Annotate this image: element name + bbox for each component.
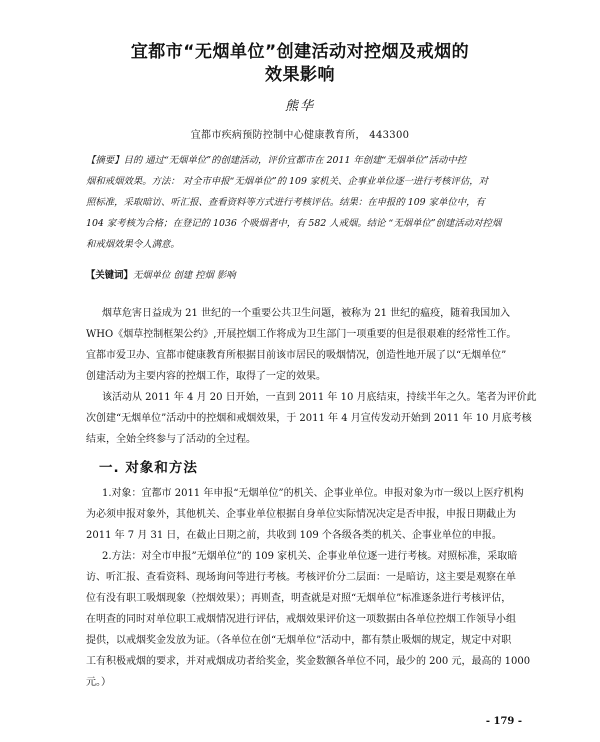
body-line: 该活动从 2011 年 4 月 20 日开始，一直到 2011 年 10 月底结束，持续半年之久。笔者为评价此	[102, 392, 537, 403]
author-name: 熊华	[284, 99, 315, 114]
body-line: 位有没有职工吸烟现象（控烟效果）；再则查，明查就是对照“无烟单位”标准逐条进行考核评估，	[86, 593, 512, 604]
author-affiliation: 宜都市疾病预防控制中心健康教育所， 443300	[190, 130, 410, 141]
abstract-line: 和戒烟效果令人满意。	[86, 239, 180, 250]
abstract-line: 照标准，采取暗访、听汇报、查看资料等方式进行考核评估。结果：在申报的 109 家单位中，有	[86, 197, 485, 208]
abstract-line: 【摘要】目的 通过“无烟单位”的创建活动，评价宜都市在 2011 年创建“无烟单位”活动中控	[86, 155, 467, 166]
page-number: - 179 -	[485, 716, 522, 727]
body-line: 1.对象：宜都市 2011 年申报“无烟单位”的机关、企事业单位。申报对象为市一级以上医疗机构	[102, 488, 524, 499]
body-line: 提供，以戒烟奖金发放为证。（各单位在创“无烟单位”活动中，都有禁止吸烟的规定，规定中对职	[86, 635, 512, 646]
keywords	[86, 267, 236, 281]
body-line: 2.方法：对全市申报”无烟单位”的 109 家机关、企事业单位逐一进行考核。对照标准，采取暗	[102, 551, 518, 562]
keywords-label: 【关键词】	[86, 270, 133, 281]
body-line: 结束，全始全终参与了活动的全过程。	[86, 434, 256, 445]
body-line: 创建活动为主要内容的控烟工作，取得了一定的效果。	[86, 371, 326, 382]
body-line: 次创建“无烟单位”活动中的控烟和戒烟效果，于 2011 年 4 月宣传发动开始到 2011 年 10 月底考核	[86, 413, 532, 424]
body-line: 2011 年 7 月 31 日，在截止日期之前，共收到 109 个各级各类的机关、企事业单位的申报。	[86, 530, 502, 541]
body-line: 烟草危害日益成为 21 世纪的一个重要公共卫生问题，被称为 21 世纪的瘟疫，随着我国加入	[102, 308, 511, 319]
body-line: 访、听汇报、查看资料、现场询问等进行考核。考核评价分二层面：一是暗访，这主要是观察在单	[86, 572, 516, 583]
abstract-label: 【摘要】	[86, 155, 124, 166]
abstract-line: 烟和戒烟效果。方法： 对全市申报“无烟单位”的 109 家机关、企事业单位逐一进行考核评估，对	[86, 176, 489, 187]
keywords-text: 无烟单位 创建 控烟 影响	[132, 270, 236, 281]
body-line: 在明查的同时对单位职工戒烟情况进行评估，戒烟效果评价这一项数据由各单位控烟工作领导小组	[86, 614, 516, 625]
body-line: 元。）	[86, 677, 111, 688]
article-title-line-2: 效果影响	[265, 65, 335, 85]
body-line: 宜都市爱卫办、宜都市健康教育所根据目前该市居民的吸烟情况，创造性地开展了以“无烟单位”	[86, 350, 507, 361]
abstract-line: 104 家考核为合格；在登记的 1036 个吸烟者中，有 582 人戒烟。结论 “无烟单位”创建活动对控烟	[86, 218, 502, 229]
section-heading: 一. 对象和方法	[99, 460, 198, 476]
body-line: 工有积极戒烟的要求，并对戒烟成功者给奖金，奖金数额各单位不同，最少的 200 元，最高的 1000	[86, 656, 531, 667]
body-line: 为必须申报对象外，其他机关、企事业单位根据自身单位实际情况决定是否申报，申报日期截止为	[86, 509, 516, 520]
article-title-line-1: 宜都市“无烟单位”创建活动对控烟及戒烟的	[130, 42, 470, 62]
body-line: WHO《烟草控制框架公约》,开展控烟工作将成为卫生部门一项重要的但是很艰难的经常性工作。	[86, 329, 517, 340]
